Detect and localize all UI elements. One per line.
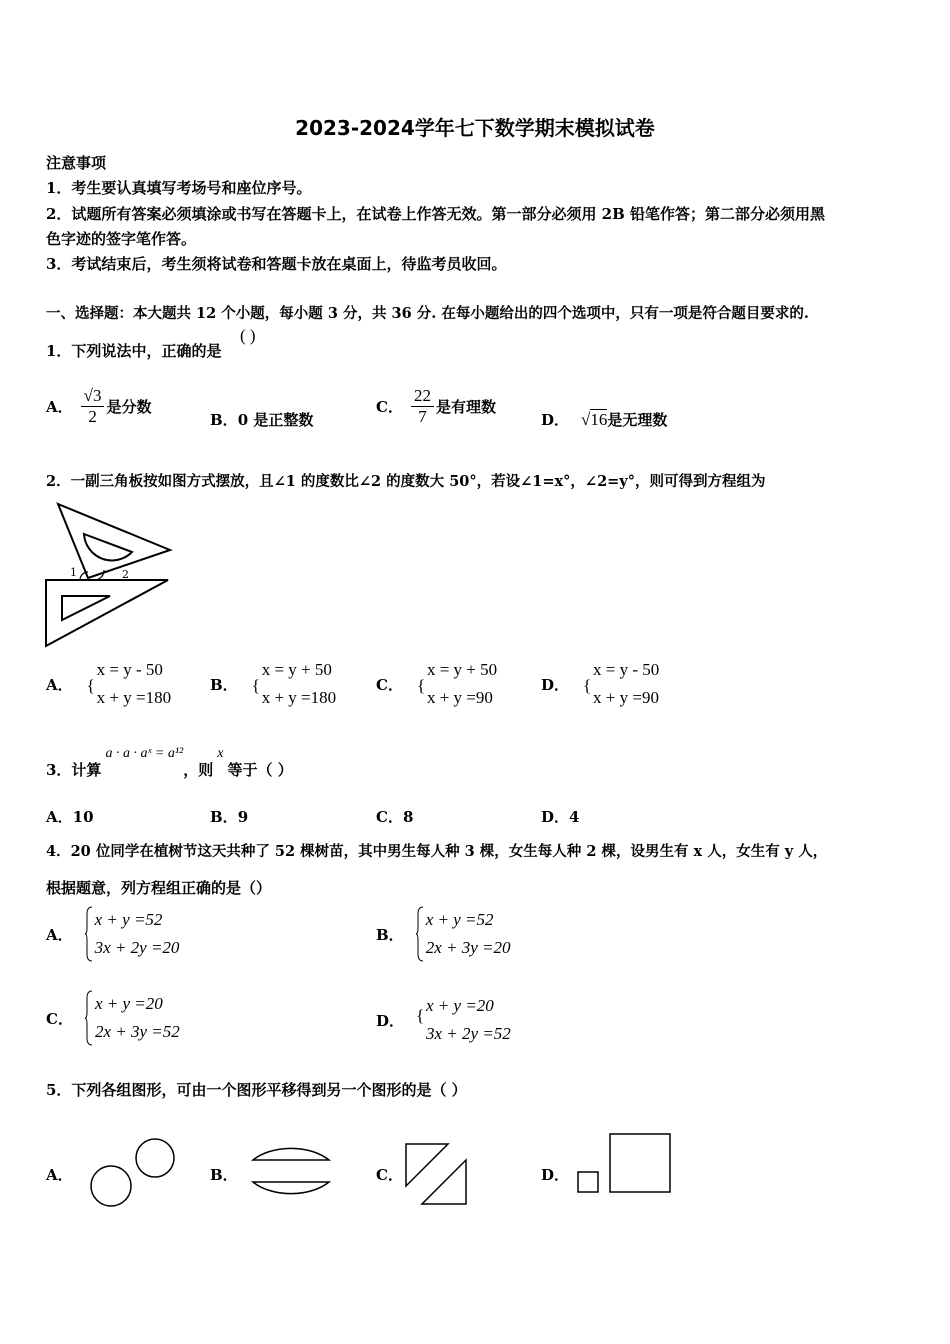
equation-system <box>252 656 336 712</box>
stem-text: ，则 <box>183 761 214 779</box>
notice-item: 2．试题所有答案必须填涂或书写在答题卡上，在试卷上作答无效。第一部分必须用 2B 铅笔作答；第二部分必须用黑 <box>46 205 826 223</box>
question-3-stem <box>46 746 293 780</box>
two-circles-figure <box>88 1136 188 1210</box>
brace: { <box>583 676 592 695</box>
answer-paren: ( ) <box>240 326 256 345</box>
triangle-rulers-figure <box>44 500 174 650</box>
option-label: D． <box>376 1011 405 1030</box>
question-2-stem: 2．一副三角板按如图方式摆放，且∠1 的度数比∠2 的度数大 50°，若设∠1=x°，∠2=y°，则可得到方程组为 <box>46 473 766 490</box>
equation: x + y =180 <box>261 688 337 707</box>
q4-option-b <box>376 906 510 962</box>
q1-option-b <box>210 409 313 430</box>
q3-option-c: C．8 <box>376 808 414 826</box>
equation: x + y =180 <box>96 688 172 707</box>
equation: x = y - 50 <box>593 660 660 679</box>
q5-option-a-label: A． <box>46 1166 73 1184</box>
equation: 2x + 3y =52 <box>94 1022 180 1041</box>
fraction <box>81 386 105 427</box>
q5-option-c-label: C． <box>376 1166 403 1184</box>
equation: x = y + 50 <box>426 660 498 679</box>
sqrt: √16 <box>581 409 608 429</box>
q2-option-d <box>541 656 659 712</box>
option-text: 是分数 <box>106 398 152 416</box>
option-label: C． <box>376 398 403 416</box>
equation-system <box>416 906 511 962</box>
angle-2-label: 2 <box>122 568 129 581</box>
denominator: 7 <box>418 407 427 426</box>
option-label: D． <box>541 675 570 694</box>
brace: { <box>251 676 260 695</box>
q4-option-a <box>46 906 179 962</box>
radicand: 16 <box>590 409 608 429</box>
equation: 2x + 3y =20 <box>425 938 511 957</box>
option-text: 0 是正整数 <box>237 411 314 429</box>
equation: x + y =20 <box>94 994 163 1013</box>
denominator: 2 <box>88 407 97 426</box>
math-variable: x <box>217 746 224 761</box>
option-text: 是有理数 <box>435 398 496 416</box>
option-label: A． <box>46 675 73 694</box>
stem-text: 等于（ ） <box>227 761 293 779</box>
brace <box>85 906 93 962</box>
equation: 3x + 2y =20 <box>94 938 180 957</box>
equation: x = y - 50 <box>96 660 163 679</box>
stem-text: 3．计算 <box>46 761 102 779</box>
option-label: D． <box>541 411 570 429</box>
equation: x + y =90 <box>426 688 493 707</box>
q3-option-b: B．9 <box>210 808 249 826</box>
notice-item: 色字迹的签字笔作答。 <box>46 230 197 248</box>
q4-option-c <box>46 990 180 1046</box>
equation-system <box>417 656 497 712</box>
q3-option-a: A．10 <box>46 808 94 826</box>
option-label: A． <box>46 925 73 944</box>
brace: { <box>416 1006 425 1025</box>
question-4-stem-cont: 根据题意，列方程组正确的是（） <box>46 879 272 897</box>
question-4-stem: 4．20 位同学在植树节这天共种了 52 棵树苗，其中男生每人种 3 棵，女生每人种 2 棵，设男生有 x 人，女生有 y 人， <box>46 843 828 860</box>
q1-option-c <box>376 386 496 427</box>
question-1-stem: 1．下列说法中，正确的是 <box>46 342 222 360</box>
option-label: B． <box>210 675 238 694</box>
question-5-stem: 5．下列各组图形，可由一个图形平移得到另一个图形的是（ ） <box>46 1081 467 1099</box>
two-segments-figure <box>250 1136 334 1208</box>
notice-heading: 注意事项 <box>46 154 107 172</box>
q1-option-a <box>46 386 152 427</box>
brace <box>85 990 93 1046</box>
fraction <box>411 386 434 427</box>
q2-option-a <box>46 656 171 712</box>
numerator: 22 <box>411 386 434 407</box>
notice-item: 1．考生要认真填写考场号和座位序号。 <box>46 179 312 197</box>
equation-system <box>583 656 659 712</box>
two-squares-figure <box>574 1132 674 1196</box>
brace: { <box>416 676 426 695</box>
brace: { <box>86 676 95 695</box>
equation: x + y =52 <box>425 910 494 929</box>
equation-system <box>85 906 180 962</box>
option-label: B． <box>210 411 238 429</box>
option-label: C． <box>376 675 403 694</box>
q3-option-d: D．4 <box>541 808 580 826</box>
brace <box>416 906 424 962</box>
equation: x + y =52 <box>94 910 163 929</box>
q5-option-d-label: D． <box>541 1166 570 1184</box>
option-label: B． <box>376 925 404 944</box>
q4-option-d <box>376 992 511 1048</box>
q1-option-d <box>541 409 667 430</box>
q5-option-b-label: B． <box>210 1166 238 1184</box>
equation: x = y + 50 <box>261 660 332 679</box>
equation-system <box>416 992 511 1048</box>
equation: 3x + 2y =52 <box>426 1024 511 1043</box>
q2-option-c <box>376 656 497 712</box>
angle-1-label: 1 <box>70 566 77 579</box>
section-heading: 一、选择题：本大题共 12 个小题，每小题 3 分，共 36 分. 在每小题给出的四个选项中，只有一项是符合题目要求的. <box>46 305 809 322</box>
page-title: 2023-2024学年七下数学期末模拟试卷 <box>295 116 655 140</box>
two-triangles-figure <box>404 1142 470 1206</box>
option-text: 是无理数 <box>607 411 668 429</box>
numerator: √3 <box>81 386 105 407</box>
equation: x + y =90 <box>593 688 659 707</box>
option-label: C． <box>46 1009 73 1028</box>
notice-item: 3．考试结束后，考生须将试卷和答题卡放在桌面上，待监考员收回。 <box>46 255 507 273</box>
equation-system <box>85 990 180 1046</box>
equation: x + y =20 <box>426 996 494 1015</box>
option-label: A． <box>46 398 73 416</box>
equation-system <box>87 656 171 712</box>
math-expression: a · a · aˣ = a¹² <box>105 746 184 761</box>
q2-option-b <box>210 656 336 712</box>
